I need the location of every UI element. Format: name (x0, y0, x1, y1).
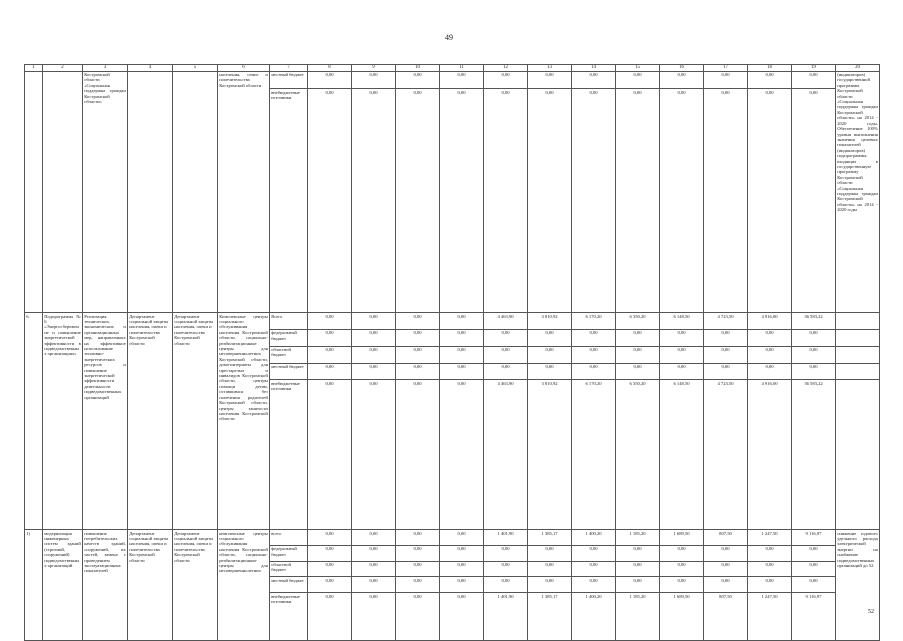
value-cell: 0,00 (308, 561, 352, 577)
value-cell: 0,00 (704, 545, 748, 561)
funding-source: областной бюджет (270, 346, 308, 363)
value-cell: 0,00 (704, 561, 748, 577)
value-cell: 1 185,20 (616, 530, 660, 546)
value-cell: 0,00 (528, 89, 572, 313)
funding-source: областной бюджет (270, 561, 308, 577)
value-cell: 0,00 (792, 561, 836, 577)
value-cell: 0,00 (572, 577, 616, 593)
funding-source: федеральный бюджет (270, 330, 308, 347)
value-cell: 0,00 (440, 561, 484, 577)
value-cell: 0,00 (352, 313, 396, 330)
table-row (25, 313, 880, 330)
value-cell: 0,00 (352, 577, 396, 593)
value-cell: 0,00 (616, 346, 660, 363)
column-number: 11 (440, 65, 484, 72)
page-number: 49 (445, 33, 453, 42)
value-cell: 6 148,50 (660, 380, 704, 530)
value-cell: 0,00 (748, 71, 792, 89)
value-cell: 3 810,92 (528, 380, 572, 530)
value-cell: 4 463,90 (484, 313, 528, 330)
value-cell: 0,00 (616, 330, 660, 347)
table-row (25, 530, 880, 546)
program-table (24, 64, 880, 641)
value-cell: 0,00 (484, 89, 528, 313)
value-cell: 1 400,20 (572, 530, 616, 546)
column-number: 19 (792, 65, 836, 72)
column-number: 20 (836, 65, 880, 72)
subprogram-name: модернизация инженерных систем зданий (строений, сооружений) подведомственных организаций (43, 530, 83, 641)
column-number: 7 (270, 65, 308, 72)
value-cell: 0,00 (572, 545, 616, 561)
funding-source: всего (270, 530, 308, 546)
value-cell: 0,00 (352, 561, 396, 577)
value-cell: 0,00 (308, 330, 352, 347)
value-cell: 0,00 (352, 330, 396, 347)
column-number: 13 (528, 65, 572, 72)
empty-cell (836, 346, 880, 363)
value-cell: 36 583,22 (792, 313, 836, 330)
funding-source: местный бюджет (270, 363, 308, 380)
column-number: 1 (25, 65, 43, 72)
value-cell: 0,00 (616, 577, 660, 593)
value-cell: 0,00 (748, 577, 792, 593)
value-cell: 0,00 (660, 71, 704, 89)
row-number: 6. (25, 313, 43, 530)
subprogram-name: Подпрограмма № 6 «Энергосбережение и повышение энергетической эффективности в подведомственных организациях» (43, 313, 83, 530)
participants: Комплексные центры социального обслуживания населения Костромской области, социально-реабилитационные центры для несовершеннолетних Костромской области, дома-интернаты для престарелых и инвалидов Костромской области, центры помощи детям, оставшимся без попечения родителей Костромской области, центры занятости населения Костромской области (218, 313, 270, 530)
measure-description: Костромской области «Социальная поддержка граждан Костромской области» (83, 71, 128, 313)
value-cell: 0,00 (440, 380, 484, 530)
value-cell: 0,00 (528, 545, 572, 561)
column-number: 17 (704, 65, 748, 72)
value-cell: 0,00 (748, 330, 792, 347)
value-cell: 1 689,50 (660, 530, 704, 546)
column-number: 8 (308, 65, 352, 72)
funding-source: местный бюджет (270, 577, 308, 593)
value-cell: 0,00 (572, 89, 616, 313)
value-cell: 1 401,90 (484, 593, 528, 641)
value-cell: 0,00 (396, 363, 440, 380)
value-cell: 0,00 (704, 346, 748, 363)
value-cell: 0,00 (748, 561, 792, 577)
value-cell: 0,00 (440, 577, 484, 593)
empty-cell (836, 363, 880, 380)
value-cell: 0,00 (308, 71, 352, 89)
responsible-executor: Департамент социальной защиты населения, опеки и попечительства Костромской области (128, 530, 173, 641)
participants: комплексные центры социального обслуживания населения Костромской области, социально-реабилитационные центры для несовершеннолетних (218, 530, 270, 641)
value-cell: 0,00 (748, 89, 792, 313)
value-cell: 0,00 (484, 346, 528, 363)
value-cell: 0,00 (352, 71, 396, 89)
value-cell: 0,00 (528, 330, 572, 347)
value-cell: 1 401,90 (484, 530, 528, 546)
value-cell: 0,00 (396, 577, 440, 593)
value-cell: 0,00 (792, 363, 836, 380)
value-cell: 4 723,50 (704, 313, 748, 330)
empty-cell (836, 313, 880, 330)
value-cell: 0,00 (352, 545, 396, 561)
value-cell: 6 148,50 (660, 313, 704, 330)
value-cell: 0,00 (660, 545, 704, 561)
value-cell: 0,00 (396, 346, 440, 363)
column-number: 9 (352, 65, 396, 72)
value-cell: 4 916,00 (748, 313, 792, 330)
value-cell: 0,00 (616, 545, 660, 561)
column-number: 4 (128, 65, 173, 72)
value-cell: 0,00 (352, 380, 396, 530)
column-number: 10 (396, 65, 440, 72)
value-cell: 807,50 (704, 530, 748, 546)
value-cell: 0,00 (616, 561, 660, 577)
funding-source: внебюджетные источники (270, 380, 308, 530)
value-cell: 0,00 (440, 530, 484, 546)
value-cell: 0,00 (704, 71, 748, 89)
value-cell: 1 385,17 (528, 530, 572, 546)
value-cell: 0,00 (308, 363, 352, 380)
indicator-text: (индикаторов) государственной программы Костромской области «Социальная поддержка граждан Костромской области» на 2014 - 2020 годы. Обеспечение 100% уровня выполнения значения целевых показателей (индикаторов) подпрограммы, входящих в государственную программу Костромской области «Социальная поддержка граждан Костромской области» на 2014 - 2020 годы (836, 71, 880, 313)
value-cell: 0,00 (792, 346, 836, 363)
value-cell: 6 350,20 (616, 313, 660, 330)
value-cell: 0,00 (484, 561, 528, 577)
value-cell: 0,00 (308, 380, 352, 530)
row-number (25, 71, 43, 313)
participants: населения, семье и попечительства Костромской области (218, 71, 270, 313)
value-cell: 0,00 (308, 346, 352, 363)
value-cell: 0,00 (352, 346, 396, 363)
value-cell: 36 583,22 (792, 380, 836, 530)
column-number: 15 (616, 65, 660, 72)
value-cell: 0,00 (748, 545, 792, 561)
value-cell: 0,00 (528, 71, 572, 89)
column-number: 2 (43, 65, 83, 72)
column-number: 12 (484, 65, 528, 72)
value-cell: 0,00 (528, 561, 572, 577)
value-cell: 0,00 (484, 577, 528, 593)
value-cell: 0,00 (308, 530, 352, 546)
value-cell: 4 723,50 (704, 380, 748, 530)
value-cell: 0,00 (528, 577, 572, 593)
value-cell: 0,00 (484, 71, 528, 89)
column-number: 18 (748, 65, 792, 72)
value-cell: 9 116,97 (792, 530, 836, 546)
value-cell: 0,00 (660, 89, 704, 313)
funding-source: внебюджетные источники (270, 593, 308, 641)
value-cell: 0,00 (792, 330, 836, 347)
value-cell: 0,00 (440, 313, 484, 330)
value-cell: 0,00 (484, 330, 528, 347)
value-cell: 0,00 (396, 545, 440, 561)
value-cell: 3 810,92 (528, 313, 572, 330)
column-number: 16 (660, 65, 704, 72)
value-cell: 0,00 (704, 577, 748, 593)
value-cell: 0,00 (616, 71, 660, 89)
value-cell: 0,00 (660, 330, 704, 347)
value-cell: 0,00 (308, 545, 352, 561)
value-cell: 0,00 (308, 577, 352, 593)
value-cell: 0,00 (660, 346, 704, 363)
value-cell: 0,00 (396, 313, 440, 330)
value-cell: 6 170,20 (572, 313, 616, 330)
value-cell: 0,00 (396, 71, 440, 89)
value-cell: 0,00 (660, 561, 704, 577)
co-executor (173, 71, 218, 313)
value-cell: 1 689,50 (660, 593, 704, 641)
column-number: 6 (218, 65, 270, 72)
value-cell: 0,00 (440, 593, 484, 641)
value-cell: 0,00 (704, 330, 748, 347)
value-cell: 1 247,50 (748, 530, 792, 546)
value-cell: 0,00 (396, 530, 440, 546)
value-cell: 0,00 (792, 545, 836, 561)
value-cell: 0,00 (572, 330, 616, 347)
value-cell: 0,00 (308, 89, 352, 313)
value-cell: 0,00 (660, 577, 704, 593)
value-cell: 0,00 (352, 89, 396, 313)
value-cell: 0,00 (660, 363, 704, 380)
column-number: 14 (572, 65, 616, 72)
value-cell: 0,00 (792, 577, 836, 593)
value-cell: 0,00 (308, 593, 352, 641)
value-cell: 0,00 (572, 346, 616, 363)
value-cell: 0,00 (352, 363, 396, 380)
value-cell: 0,00 (352, 530, 396, 546)
value-cell: 0,00 (616, 89, 660, 313)
value-cell: 0,00 (396, 561, 440, 577)
value-cell: 4 916,00 (748, 380, 792, 530)
value-cell: 0,00 (748, 346, 792, 363)
column-number: 5 (173, 65, 218, 72)
value-cell: 0,00 (308, 313, 352, 330)
responsible-executor (128, 71, 173, 313)
measure-description: повышение потребительских качеств зданий, сооружений, их частей, замена с проведением эксплуатационных показателей (83, 530, 128, 641)
value-cell: 0,00 (484, 545, 528, 561)
empty-cell (836, 380, 880, 530)
value-cell: 6 350,20 (616, 380, 660, 530)
funding-source: местный бюджет (270, 71, 308, 89)
empty-cell (836, 330, 880, 347)
subprogram-name (43, 71, 83, 313)
value-cell: 0,00 (396, 89, 440, 313)
row-number: 1) (25, 530, 43, 641)
value-cell: 0,00 (440, 545, 484, 561)
value-cell: 0,00 (572, 561, 616, 577)
value-cell: 1 400,20 (572, 593, 616, 641)
value-cell: 0,00 (528, 346, 572, 363)
value-cell: 0,00 (748, 363, 792, 380)
measure-description: Реализация технических, экономических и организационных мер, направленных на эффективное использование топливно-энергетических ресурсов и повышение энергетической эффективности деятельности подведомственных организаций (83, 313, 128, 530)
value-cell: 807,50 (704, 593, 748, 641)
value-cell: 0,00 (704, 89, 748, 313)
table-row (25, 71, 880, 89)
responsible-executor: Департамент социальной защиты населения, опеки и попечительства Костромской области (128, 313, 173, 530)
value-cell: 0,00 (528, 363, 572, 380)
value-cell: 0,00 (792, 71, 836, 89)
value-cell: 0,00 (440, 330, 484, 347)
value-cell: 4 463,90 (484, 380, 528, 530)
value-cell: 0,00 (396, 380, 440, 530)
indicator-text: снижение годового удельного расхода электрической энергии на снабжение подведомственных организаций до 52 (836, 530, 880, 641)
value-cell: 0,00 (440, 346, 484, 363)
value-cell: 9 116,97 (792, 593, 836, 641)
value-cell: 0,00 (440, 363, 484, 380)
value-cell: 0,00 (396, 593, 440, 641)
funding-source: внебюджетные источники (270, 89, 308, 313)
co-executor: Департамент социальной защиты населения, опеки и попечительства Костромской области (173, 530, 218, 641)
value-cell: 0,00 (572, 363, 616, 380)
value-cell: 1 247,50 (748, 593, 792, 641)
value-cell: 0,00 (572, 71, 616, 89)
value-cell: 0,00 (484, 363, 528, 380)
value-cell: 0,00 (440, 89, 484, 313)
value-cell: 6 170,20 (572, 380, 616, 530)
value-cell: 0,00 (616, 363, 660, 380)
funding-source: Всего (270, 313, 308, 330)
value-cell: 1 185,20 (616, 593, 660, 641)
co-executor: Департамент социальной защиты населения, опеки и попечительства Костромской области (173, 313, 218, 530)
value-cell: 0,00 (704, 363, 748, 380)
column-number: 3 (83, 65, 128, 72)
value-cell: 0,00 (440, 71, 484, 89)
value-cell: 0,00 (352, 593, 396, 641)
value-cell: 0,00 (792, 89, 836, 313)
value-cell: 0,00 (396, 330, 440, 347)
funding-source: федеральный бюджет (270, 545, 308, 561)
value-cell: 1 385,17 (528, 593, 572, 641)
trailing-number: 52 (868, 609, 874, 615)
column-number-row (25, 65, 880, 72)
